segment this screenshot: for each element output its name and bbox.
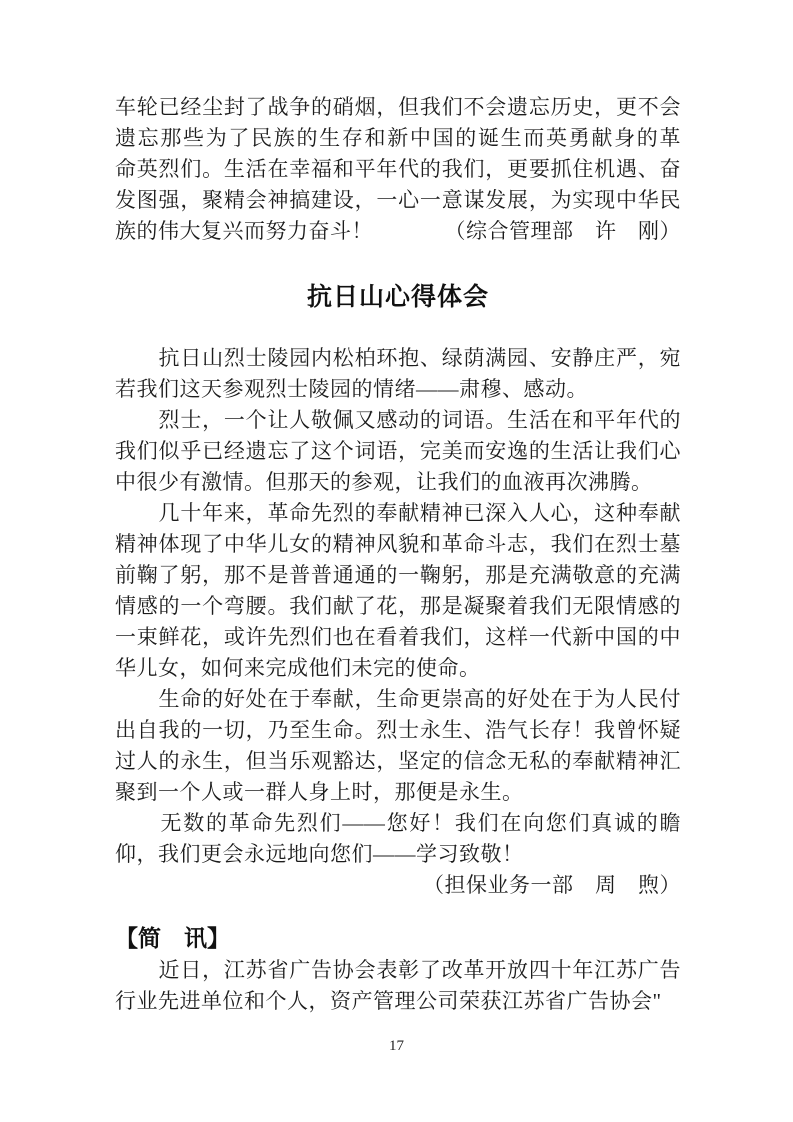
body-line: 发图强，聚精会神搞建设，一心一意谋发展，为实现中华民 [115,188,681,212]
body-line: 聚到一个人或一群人身上时，那便是永生。 [115,780,524,804]
body-line: 精神体现了中华儿女的精神风貌和革命斗志，我们在烈士墓 [115,532,681,556]
body-line: 近日，江苏省广告协会表彰了改革开放四十年江苏广告 [115,958,681,982]
body-line: 遗忘那些为了民族的生存和新中国的诞生而英勇献身的革 [115,126,681,150]
body-line: 生命的好处在于奉献，生命更崇高的好处在于为人民付 [115,687,681,711]
page-content [115,92,681,1017]
body-line: 仰，我们更会永远地向您们——学习致敬！ [115,842,524,866]
briefs-section [115,921,681,1017]
body-line: 车轮已经尘封了战争的硝烟，但我们不会遗忘历史，更不会 [115,95,681,119]
previous-article-ending [115,92,681,247]
body-line: 情感的一个弯腰。我们献了花，那是凝聚着我们无限情感的 [115,594,681,618]
page-number: 17 [389,1038,404,1054]
body-line: 一束鲜花，或许先烈们也在看着我们，这样一代新中国的中 [115,625,681,649]
author-signature: （担保业务一部 周 煦） [423,873,681,897]
body-line: 过人的永生，但当乐观豁达，坚定的信念无私的奉献精神汇 [115,749,681,773]
body-line: 无数的革命先烈们——您好！我们在向您们真诚的瞻 [115,811,681,835]
body-line-text: 族的伟大复兴而努力奋斗！ [115,219,373,243]
article-body [115,343,681,901]
body-line-with-attribution [115,216,681,247]
body-line: 中很少有激情。但那天的参观，让我们的血液再次沸腾。 [115,470,653,494]
body-line: 前鞠了躬，那不是普普通通的一鞠躬，那是充满敬意的充满 [115,563,681,587]
briefs-header: 【简 讯】 [115,925,230,951]
article-title: 抗日山心得体会 [306,283,489,311]
author-attribution: （综合管理部 许 刚） [444,219,681,243]
body-line: 烈士，一个让人敬佩又感动的词语。生活在和平年代的 [115,408,681,432]
body-line: 我们似乎已经遗忘了这个词语，完美而安逸的生活让我们心 [115,439,681,463]
body-line: 华儿女，如何来完成他们未完的使命。 [115,656,481,680]
body-line: 抗日山烈士陵园内松柏环抱、绿荫满园、安静庄严，宛 [115,346,681,370]
body-line: 若我们这天参观烈士陵园的情绪——肃穆、感动。 [115,377,588,401]
body-line: 几十年来，革命先烈的奉献精神已深入人心，这种奉献 [115,501,681,525]
body-line: 行业先进单位和个人，资产管理公司荣获江苏省广告协会" [115,989,662,1013]
body-line: 出自我的一切，乃至生命。烈士永生、浩气长存！我曾怀疑 [115,718,681,742]
body-line: 命英烈们。生活在幸福和平年代的我们，更要抓住机遇、奋 [115,157,681,181]
